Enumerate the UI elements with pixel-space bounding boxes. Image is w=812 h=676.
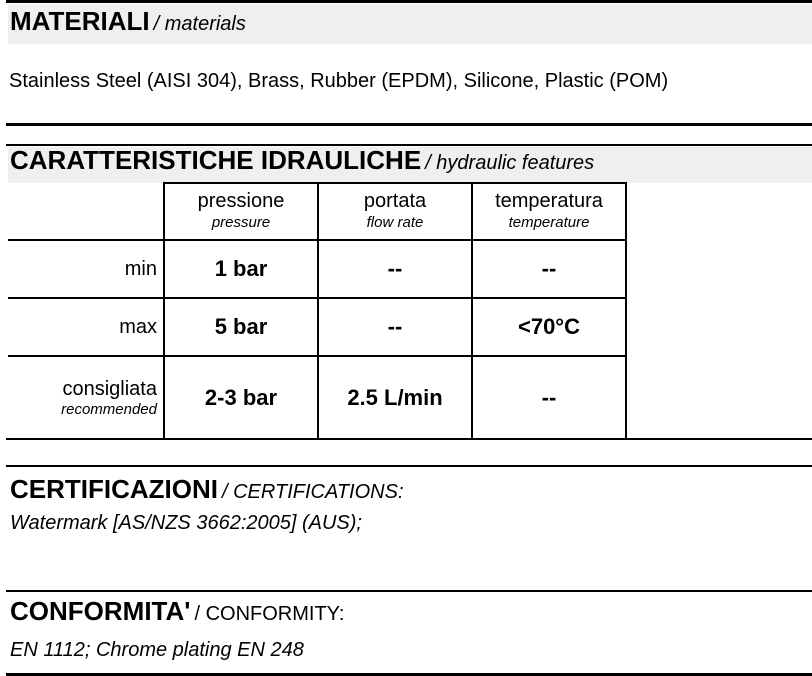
certifications-title — [10, 474, 404, 505]
conformity-title — [10, 596, 344, 627]
column-header-flow-rate — [319, 184, 471, 239]
column-header-label: temperatura — [495, 190, 603, 212]
conformity-subtitle: / CONFORMITY: — [194, 603, 345, 625]
materials-subtitle: / materials — [153, 13, 246, 35]
conformity-divider — [6, 590, 812, 592]
table-vline-4 — [625, 182, 627, 440]
table-cell: 2-3 bar — [204, 384, 278, 410]
column-header-pressure — [165, 184, 317, 239]
table-cell: 1 bar — [214, 256, 268, 281]
materials-title-main: MATERIALI — [10, 6, 150, 36]
table-cell: 5 bar — [214, 314, 268, 339]
certifications-divider — [6, 465, 812, 467]
column-header-temperature — [473, 184, 625, 239]
column-header-sublabel: flow rate — [366, 214, 424, 231]
table-cell: -- — [541, 256, 557, 281]
certifications-title-main: CERTIFICAZIONI — [10, 474, 218, 504]
table-cell: 2.5 L/min — [347, 384, 443, 410]
row-label-min: min — [124, 257, 157, 280]
materials-divider — [6, 123, 812, 126]
hydraulic-title — [10, 145, 594, 176]
row-label-max: max — [119, 315, 157, 338]
column-header-label: portata — [363, 190, 427, 212]
hydraulic-subtitle: / hydraulic features — [425, 152, 595, 174]
hydraulic-title-main: CARATTERISTICHE IDRAULICHE — [10, 145, 422, 175]
conformity-title-main: CONFORMITA' — [10, 596, 191, 626]
row-label-sub: recommended — [61, 400, 157, 418]
table-cell: -- — [387, 314, 403, 339]
table-cell: -- — [541, 384, 557, 410]
top-divider — [6, 0, 812, 3]
table-cell: <70°C — [517, 314, 580, 339]
materials-list: Stainless Steel (AISI 304), Brass, Rubber (EPDM), Silicone, Plastic (POM) — [9, 70, 669, 92]
table-hline-bottom — [6, 438, 812, 440]
column-header-sublabel: pressure — [211, 214, 271, 231]
certifications-text: Watermark [AS/NZS 3662:2005] (AUS); — [10, 512, 362, 534]
table-cell: -- — [387, 256, 403, 281]
column-header-label: pressione — [197, 190, 285, 212]
column-header-sublabel: temperature — [508, 214, 590, 231]
row-label-recommended — [8, 357, 163, 438]
conformity-text: EN 1112; Chrome plating EN 248 — [10, 639, 304, 661]
certifications-subtitle: / CERTIFICATIONS: — [222, 481, 404, 503]
row-label-main: consigliata — [62, 377, 157, 400]
materials-title — [10, 6, 246, 37]
